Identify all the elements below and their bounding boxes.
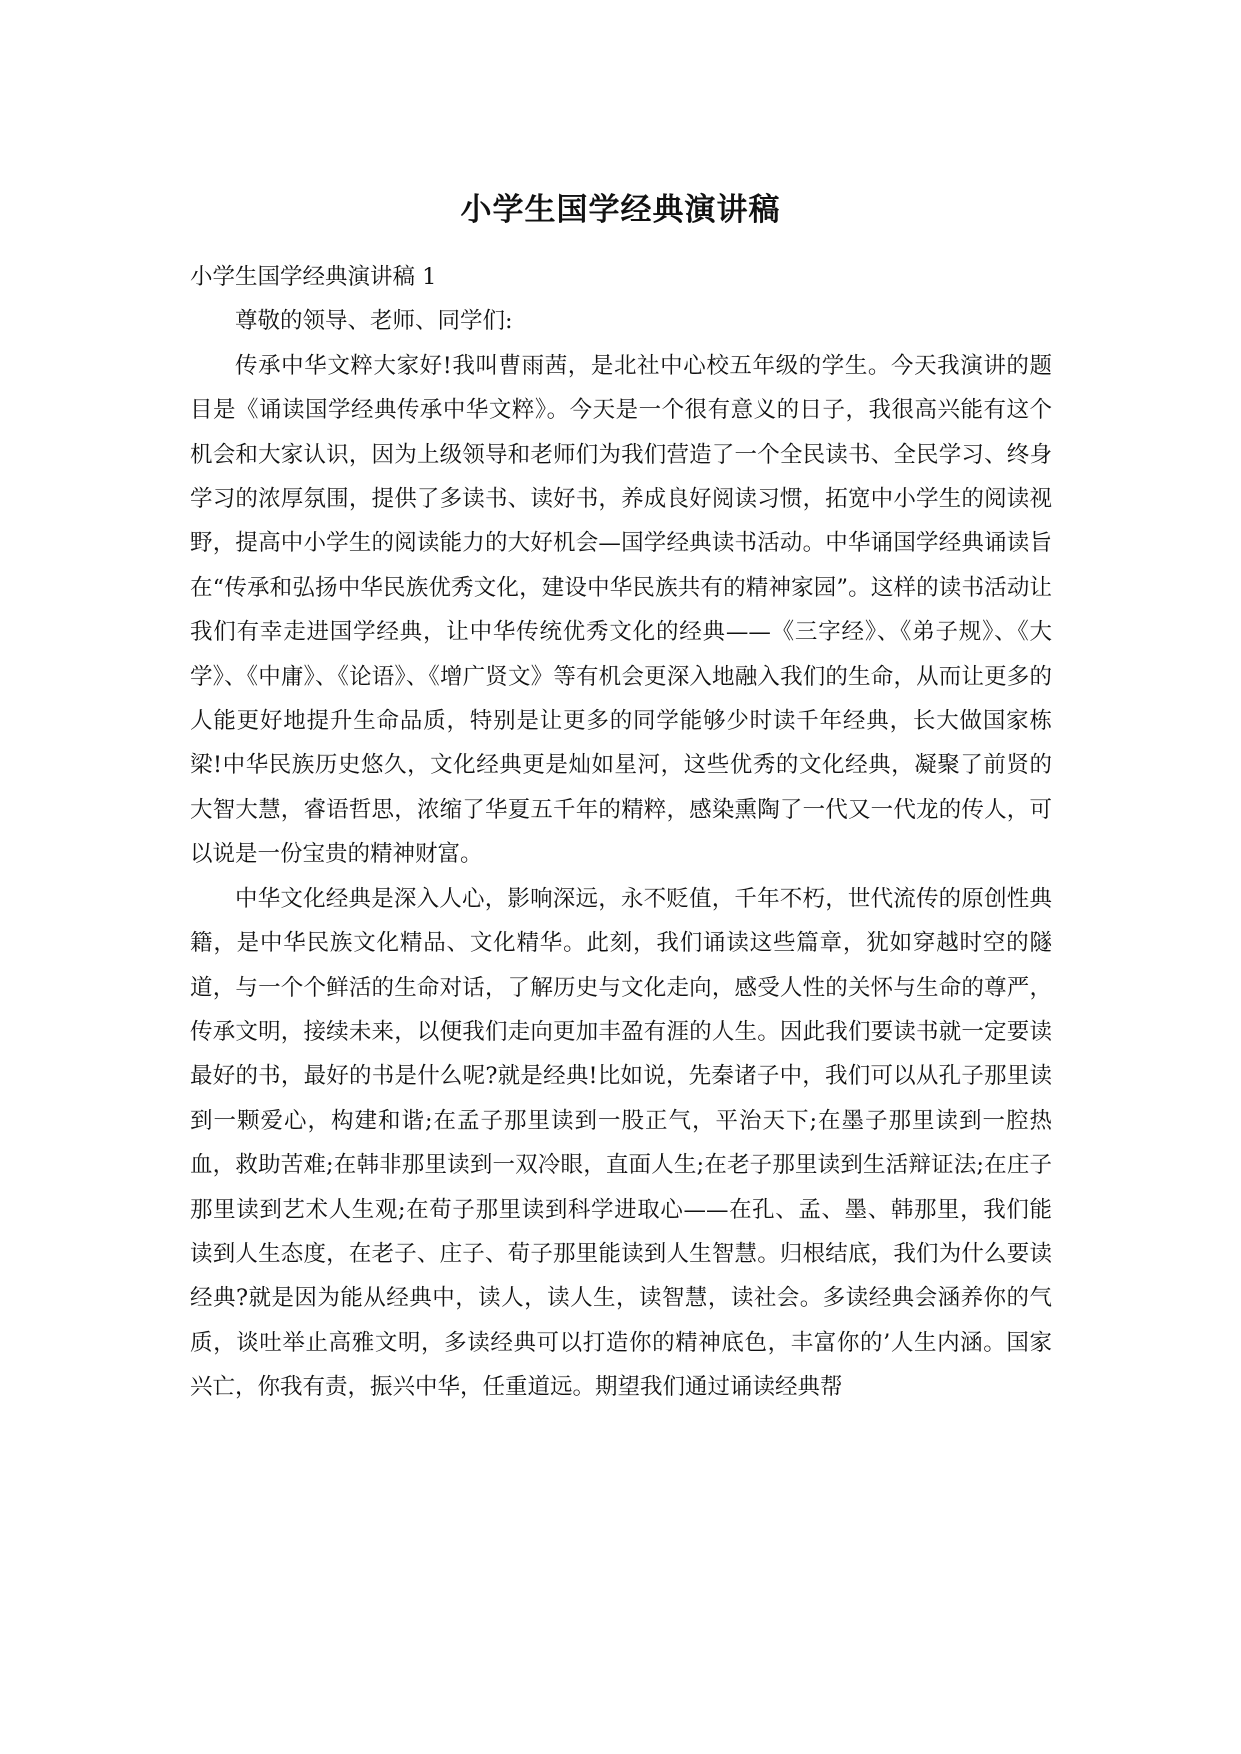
speech-subtitle: 小学生国学经典演讲稿 1 xyxy=(190,264,437,290)
body-paragraph: 中华文化经典是深入人心，影响深远，永不贬值，千年不朽，世代流传的原创性典籍，是中华民族文化精品、文化精华。此刻，我们诵读这些篇章，犹如穿越时空的隧道，与一个个鲜活的生命对话，了解历史与文化走向，感受人性的关怀与生命的尊严，传承文明，接续未来，以便我们走向更加丰盈有涯的人生。因此我们要读书就一定要读最好的书，最好的书是什么呢?就是经典!比如说，先秦诸子中，我们可以从孔子那里读到一颗爱心，构建和谐;在孟子那里读到一股正气，平治天下;在墨子那里读到一腔热血，救助苦难;在韩非那里读到一双冷眼，直面人生;在老子那里读到生活辩证法;在庄子那里读到艺术人生观;在荀子那里读到科学进取心——在孔、孟、墨、韩那里，我们能读到人生态度，在老子、庄子、荀子那里能读到人生智慧。归根结底，我们为什么要读经典?就是因为能从经典中，读人，读人生，读智慧，读社会。多读经典会涵养你的气质，谈吐举止高雅文明，多读经典可以打造你的精神底色，丰富你的’人生内涵。国家兴亡，你我有责，振兴中华，任重道远。期望我们通过诵读经典帮 xyxy=(190,885,1052,1401)
document-body xyxy=(190,255,1052,1410)
body-paragraph: 传承中华文粹大家好!我叫曹雨茜，是北社中心校五年级的学生。今天我演讲的题目是《诵读国学经典传承中华文粹》。今天是一个很有意义的日子，我很高兴能有这个机会和大家认识，因为上级领导和老师们为我们营造了一个全民读书、全民学习、终身学习的浓厚氛围，提供了多读书、读好书，养成良好阅读习惯，拓宽中小学生的阅读视野，提高中小学生的阅读能力的大好机会—国学经典读书活动。中华诵国学经典诵读旨在“传承和弘扬中华民族优秀文化，建设中华民族共有的精神家园”。这样的读书活动让我们有幸走进国学经典，让中华传统优秀文化的经典——《三字经》、《弟子规》、《大学》、《中庸》、《论语》、《增广贤文》等有机会更深入地融入我们的生命，从而让更多的人能更好地提升生命品质，特别是让更多的同学能够少时读千年经典，长大做国家栋梁!中华民族历史悠久，文化经典更是灿如星河，这些优秀的文化经典，凝聚了前贤的大智大慧，睿语哲思，浓缩了华夏五千年的精粹，感染熏陶了一代又一代龙的传人，可以说是一份宝贵的精神财富。 xyxy=(190,352,1052,868)
document-title: 小学生国学经典演讲稿 xyxy=(460,192,781,228)
salutation-paragraph: 尊敬的领导、老师、同学们: xyxy=(235,308,513,335)
